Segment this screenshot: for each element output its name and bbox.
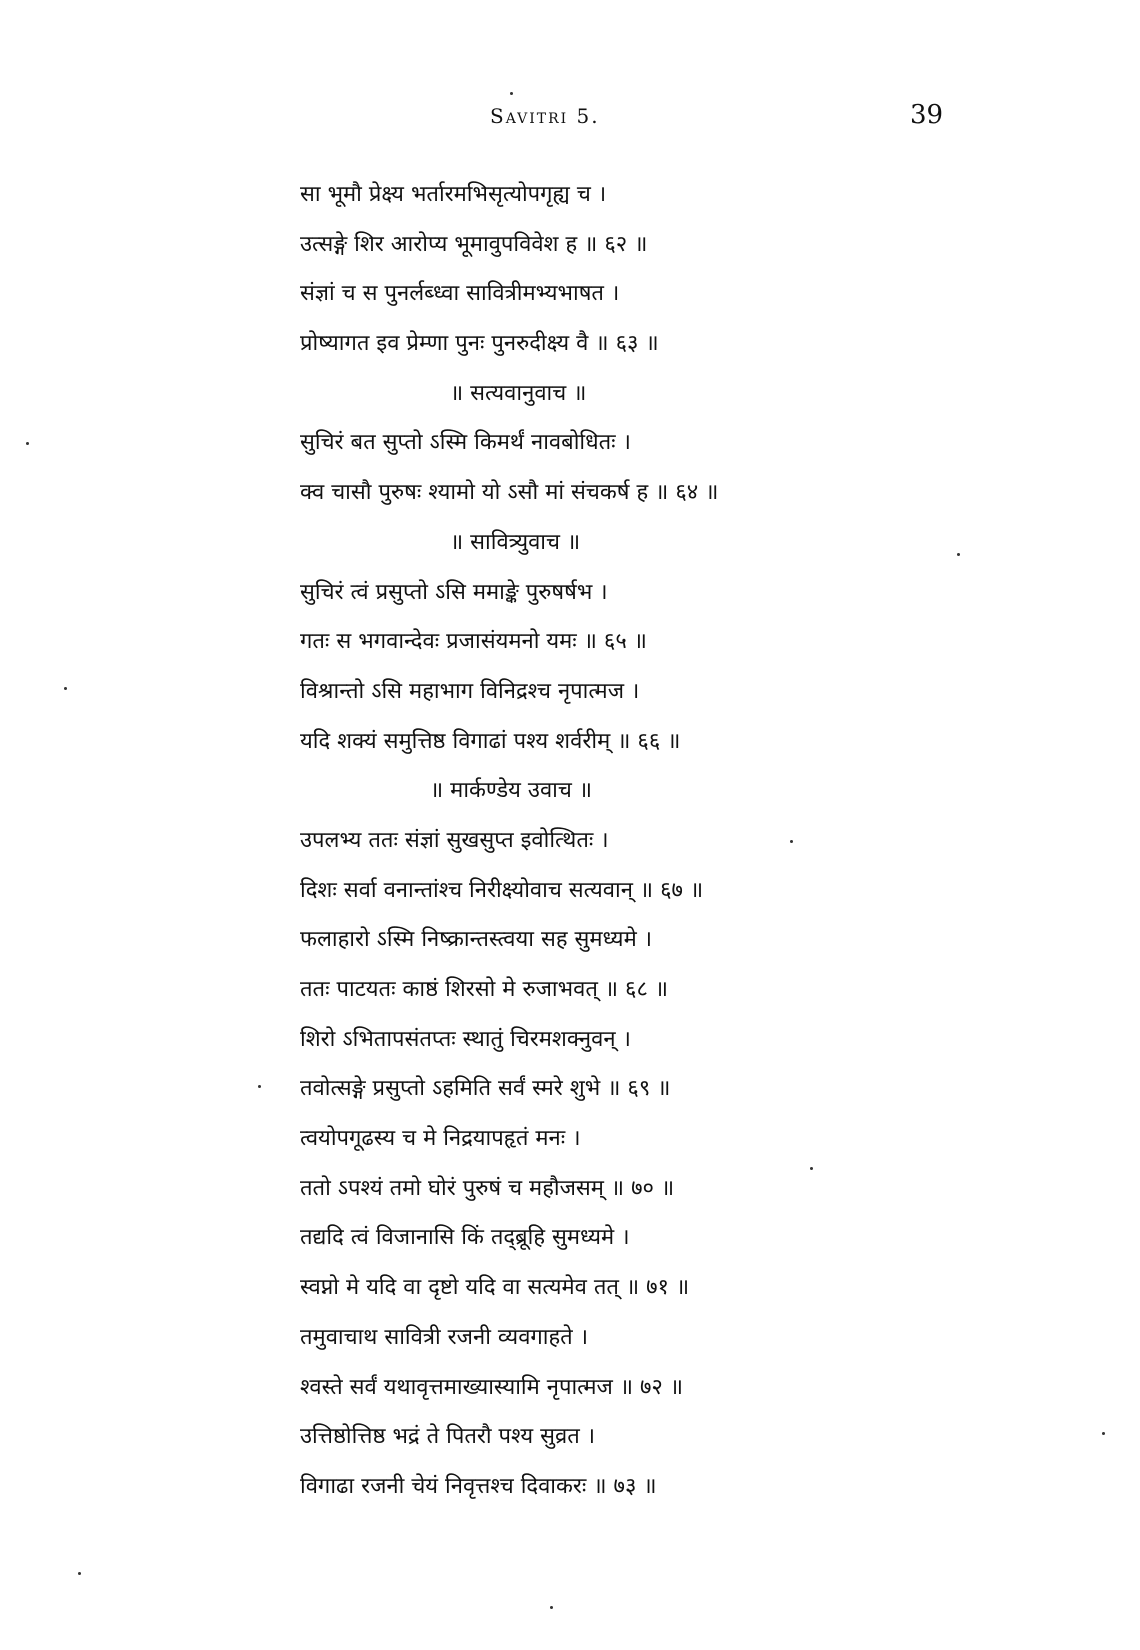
scan-speck [957, 553, 960, 556]
verse-line: उपलभ्य ततः संज्ञां सुखसुप्त इवोत्थितः । [300, 827, 609, 853]
verse-line: संज्ञां च स पुनर्लब्ध्वा सावित्रीमभ्यभाषत । [300, 281, 620, 307]
verse-line: शिरो ऽभितापसंतप्तः स्थातुं चिरमशक्नुवन् । [300, 1026, 631, 1052]
scan-speck [510, 92, 513, 95]
page-number: 39 [910, 100, 944, 130]
running-head [0, 100, 1140, 144]
running-title: Savitri 5. [490, 104, 600, 128]
speaker-heading: ॥ सावित्र्युवाच ॥ [450, 529, 581, 555]
verse-line: दिशः सर्वा वनान्तांश्च निरीक्ष्योवाच सत्यवान् ॥ ६७ ॥ [300, 877, 704, 903]
verse-line: फलाहारो ऽस्मि निष्क्रान्तस्त्वया सह सुमध्यमे । [300, 927, 653, 953]
verse-line: ततः पाटयतः काष्ठं शिरसो मे रुजाभवत् ॥ ६८ ॥ [300, 977, 669, 1002]
verse-line: ततो ऽपश्यं तमो घोरं पुरुषं च महौजसम् ॥ ७० ॥ [300, 1175, 675, 1201]
verse-line: गतः स भगवान्देवः प्रजासंयमनो यमः ॥ ६५ ॥ [300, 629, 647, 655]
scan-speck [26, 442, 29, 445]
verse-line: क्व चासौ पुरुषः श्यामो यो ऽसौ मां संचकर्ष ह ॥ ६४ ॥ [300, 480, 719, 506]
verse-line: यदि शक्यं समुत्तिष्ठ विगाढां पश्य शर्वरीम् ॥ ६६ ॥ [300, 728, 681, 754]
verse-line: सा भूमौ प्रेक्ष्य भर्तारमभिसृत्योपगृह्य च । [300, 182, 607, 207]
verse-line: उत्तिष्ठोत्तिष्ठ भद्रं ते पितरौ पश्य सुव्रत । [300, 1424, 596, 1450]
verse-block [300, 170, 820, 1512]
scan-speck [258, 1085, 261, 1088]
verse-line: श्वस्ते सर्वं यथावृत्तमाख्यास्यामि नृपात्मज ॥ ७२ ॥ [300, 1374, 684, 1400]
speaker-heading: ॥ मार्कण्डेय उवाच ॥ [430, 778, 593, 804]
verse-line: तमुवाचाथ सावित्री रजनी व्यवगाहते । [300, 1324, 589, 1350]
scan-speck [64, 687, 67, 690]
verse-line: तद्यदि त्वं विजानासि किं तद्ब्रूहि सुमध्यमे । [300, 1225, 630, 1251]
verse-line: विश्रान्तो ऽसि महाभाग विनिद्रश्च नृपात्मज । [300, 678, 640, 704]
scan-speck [1102, 1432, 1105, 1435]
verse-line: विगाढा रजनी चेयं निवृत्तश्च दिवाकरः ॥ ७३ ॥ [300, 1473, 657, 1499]
verse-line: प्रोष्यागत इव प्रेम्णा पुनः पुनरुदीक्ष्य वै ॥ ६३ ॥ [300, 331, 659, 357]
scan-speck [550, 1606, 553, 1609]
verse-line: उत्सङ्गे शिर आरोप्य भूमावुपविवेश ह ॥ ६२ ॥ [300, 231, 648, 257]
verse-line: त्वयोपगूढस्य च मे निद्रयापहृतं मनः । [300, 1126, 581, 1152]
scan-speck [790, 840, 793, 843]
scan-speck [78, 1572, 81, 1575]
speaker-heading: ॥ सत्यवानुवाच ॥ [450, 380, 587, 406]
verse-line: सुचिरं त्वं प्रसुप्तो ऽसि ममाङ्के पुरुषर्षभ । [300, 579, 608, 605]
verse-line: सुचिरं बत सुप्तो ऽस्मि किमर्थं नावबोधितः । [300, 430, 631, 456]
verse-line: तवोत्सङ्गे प्रसुप्तो ऽहमिति सर्वं स्मरे शुभे ॥ ६९ ॥ [300, 1076, 671, 1102]
scan-speck [810, 1167, 813, 1170]
verse-line: स्वप्नो मे यदि वा दृष्टो यदि वा सत्यमेव तत् ॥ ७१ ॥ [300, 1275, 690, 1301]
